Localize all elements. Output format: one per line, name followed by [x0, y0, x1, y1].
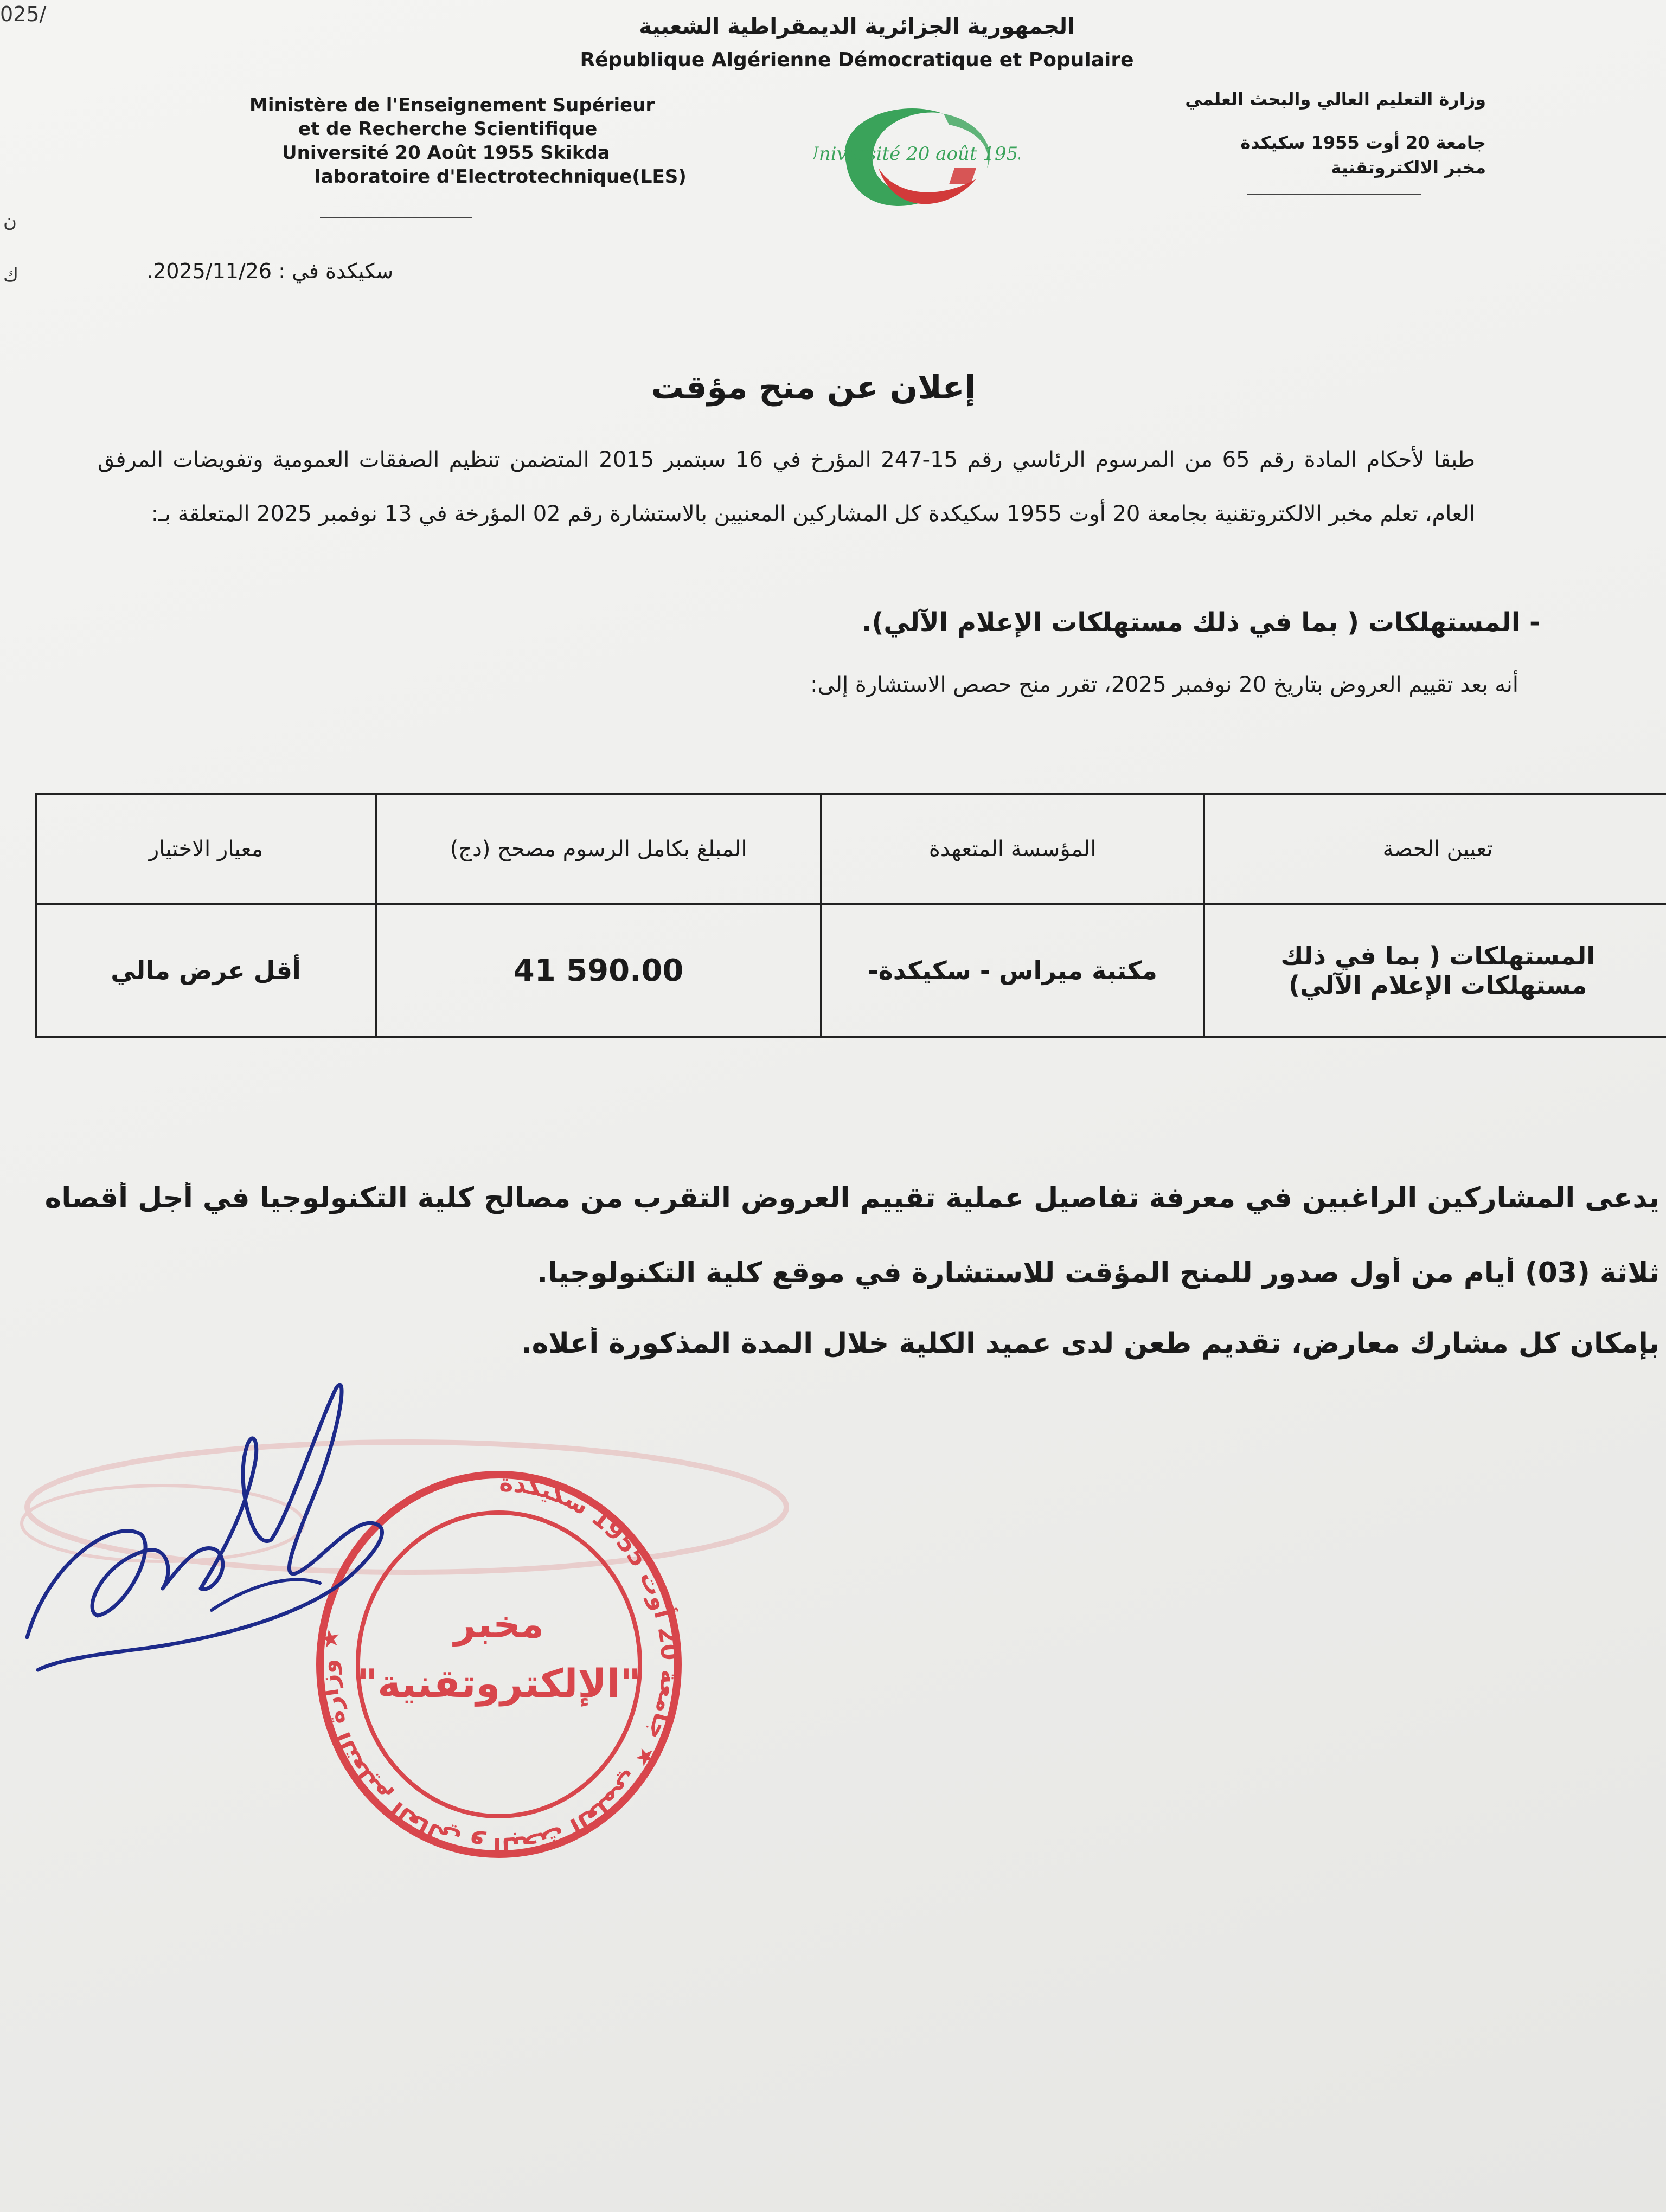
table-row: [36, 904, 1666, 1037]
signature-icon: [16, 1355, 428, 1692]
university-logo: [813, 87, 1020, 228]
bottom-line-3: بإمكان كل مشارك معارض، تقديم طعن لدى عميد الكلية خلال المدة المذكورة أعلاه.: [521, 1327, 1659, 1360]
header-divider-right: [1247, 194, 1421, 195]
logo-text: Université 20 août 1955: [813, 143, 1020, 165]
republic-title-french: République Algérienne Démocratique et Populaire: [580, 49, 1134, 71]
header-criterion: معيار الاختيار: [36, 794, 376, 904]
edge-fragment-left-2: ك: [3, 265, 19, 286]
document-date: سكيكدة في : 2025/11/26.: [146, 259, 394, 283]
header-lot: تعيين الحصة: [1204, 794, 1666, 904]
award-table: [35, 793, 1666, 1038]
institution-block-arabic: [1139, 87, 1486, 180]
university-arabic: جامعة 20 أوت 1955 سكيكدة: [1240, 132, 1486, 153]
cell-criterion: أقل عرض مالي: [36, 904, 376, 1037]
institution-block-french: [249, 93, 687, 189]
edge-fragment-left-1: ن: [3, 210, 17, 232]
cell-company: مكتبة ميراس - سكيكدة-: [821, 904, 1204, 1037]
ministry-line-2: et de Recherche Scientifique: [298, 118, 598, 140]
ministry-line-1: Ministère de l'Enseignement Supérieur: [249, 94, 655, 116]
cell-lot: المستهلكات ( بما في ذلك مستهلكات الإعلام الآلي): [1204, 904, 1666, 1037]
stamp-center-line-2: "الإلكتروتقنية": [357, 1661, 641, 1706]
intro-paragraph: طبقا لأحكام المادة رقم 65 من المرسوم الرئاسي رقم 15-247 المؤرخ في 16 سبتمبر 2015 المتضمن تنظيم الصفقات العمومية وتفويضات المرفق العام، تعلم مخبر الالكتروتقنية بجامعة 20 أوت 1955 سكيكدة كل المشاركين المعنيين بالاستشارة رقم 02 المؤرخة في 13 نوفمبر 2025 المتعلقة بـ:: [98, 447, 1475, 526]
table-header-row: [36, 794, 1666, 904]
republic-title-arabic: الجمهورية الجزائرية الديمقراطية الشعبية: [639, 14, 1075, 39]
laboratory-arabic: مخبر الالكتروتقنية: [1331, 157, 1486, 178]
bottom-line-1: يدعى المشاركين الراغبين في معرفة تفاصيل عملية تقييم العروض التقرب من مصالح كلية التكنولوجيا في أجل أقصاه: [44, 1182, 1659, 1214]
university-line: Université 20 Août 1955 Skikda: [282, 142, 610, 164]
stamp-center-line-1: مخبر: [454, 1602, 544, 1647]
university-logo-icon: [813, 87, 1020, 228]
header-divider-left: [320, 217, 472, 218]
ministry-arabic: وزارة التعليم العالي والبحث العلمي: [1185, 89, 1486, 110]
edge-fragment-top: 025/: [0, 2, 47, 26]
announcement-title: إعلان عن منح مؤقت: [651, 369, 976, 407]
handwritten-signature: [16, 1355, 428, 1692]
cell-amount: 41 590.00: [376, 904, 821, 1037]
award-statement: أنه بعد تقييم العروض بتاريخ 20 نوفمبر 2025، تقرر منح حصص الاستشارة إلى:: [810, 672, 1518, 697]
header-company: المؤسسة المتعهدة: [821, 794, 1204, 904]
consultation-subject: - المستهلكات ( بما في ذلك مستهلكات الإعلام الآلي).: [862, 607, 1540, 638]
bottom-line-2: ثلاثة (03) أيام من أول صدور للمنح المؤقت للاستشارة في موقع كلية التكنولوجيا.: [537, 1257, 1659, 1289]
stamp-ring-text: وزارة التعليم العالي و البحث العلمي ★ جامعة 20 أوت 1955 سكيكدة ★: [314, 1469, 684, 1860]
header-amount: المبلغ بكامل الرسوم مصحح (دج): [376, 794, 821, 904]
laboratory-line: laboratoire d'Electrotechnique(LES): [315, 166, 687, 188]
